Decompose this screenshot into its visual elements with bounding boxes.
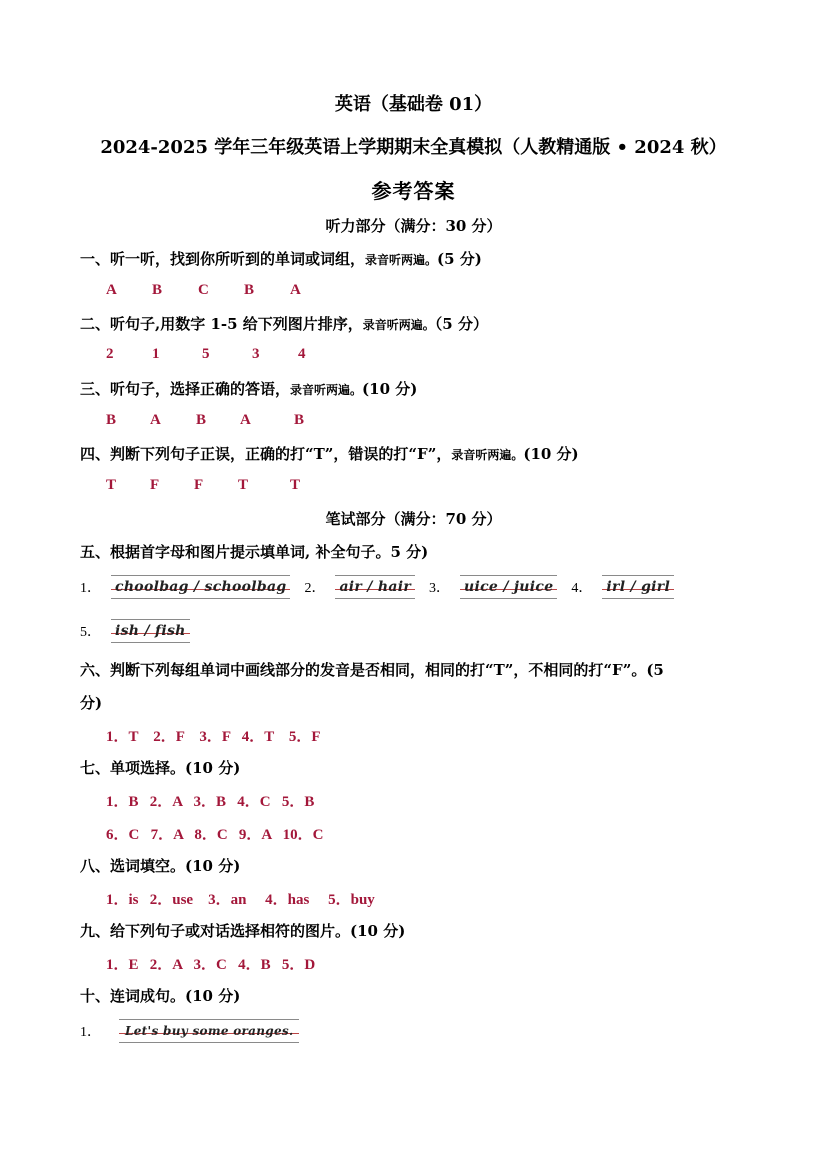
answer: B — [294, 412, 305, 428]
question-1-score: (5 分) — [437, 250, 482, 268]
question-6-title: 六、判断下列每组单词中画线部分的发音是否相同，相同的打“T”，不相同的打“F”。(5 — [80, 661, 664, 679]
handwritten-text: irl / girl — [606, 579, 671, 595]
answer: 5 — [202, 346, 210, 362]
handwritten-text: ish / fish — [115, 623, 186, 639]
answer: A — [106, 282, 117, 298]
question-4-score: (10 分) — [523, 445, 579, 463]
item-number: 4． — [571, 581, 593, 596]
question-8-title: 八、选词填空。(10 分) — [80, 857, 241, 875]
doc-subtitle: 2024-2025 学年三年级英语上学期期末全真模拟（人教精通版 • 2024 秋） — [100, 137, 727, 158]
question-5-title: 五、根据首字母和图片提示填单词, 补全句子。5 分) — [80, 543, 429, 561]
question-3-title — [80, 378, 417, 399]
handwritten-answer — [602, 573, 674, 601]
question-1-text: 一、听一听，找到你所听到的单词或词组， — [80, 250, 366, 268]
question-1-note: 录音听两遍。 — [365, 253, 438, 267]
question-2-score: （5 分） — [434, 315, 488, 333]
handwritten-answer — [119, 1017, 299, 1045]
listening-heading: 听力部分（满分：30 分） — [325, 217, 502, 235]
question-5-answers-row1 — [80, 573, 674, 601]
answer: 3 — [252, 346, 260, 362]
item-number: 1． — [80, 1025, 101, 1040]
answer-key-heading: 参考答案 — [371, 179, 456, 203]
answer: F — [150, 477, 160, 493]
answer: T — [106, 477, 117, 493]
answer: B — [196, 412, 207, 428]
handwritten-text: Let's buy some oranges. — [125, 1024, 294, 1038]
question-4-title — [80, 443, 579, 464]
handwritten-text: uice / juice — [464, 579, 554, 595]
question-10-title: 十、连词成句。(10 分) — [80, 987, 241, 1005]
question-9-answers: 1．E 2．A 3．C 4．B 5．D — [106, 957, 316, 973]
handwritten-text: choolbag / schoolbag — [115, 579, 287, 595]
answer: A — [150, 412, 161, 428]
answer: B — [106, 412, 117, 428]
question-7-title: 七、单项选择。(10 分) — [80, 759, 241, 777]
writing-heading: 笔试部分（满分：70 分） — [325, 510, 502, 528]
question-9-title: 九、给下列句子或对话选择相符的图片。(10 分) — [80, 922, 406, 940]
question-1-answers — [106, 282, 320, 299]
answer: T — [238, 477, 249, 493]
question-4-note: 录音听两遍。 — [451, 448, 524, 462]
question-3-note: 录音听两遍。 — [290, 383, 363, 397]
answer: 4 — [298, 346, 306, 362]
item-number: 2． — [304, 581, 326, 596]
handwritten-text: air / hair — [339, 579, 412, 595]
question-7-answers-row1: 1．B 2．A 3．B 4．C 5．B — [106, 794, 315, 810]
question-1-title — [80, 248, 482, 269]
question-4-answers — [106, 477, 320, 494]
question-6-answers: 1．T 2．F 3．F 4．T 5．F — [106, 729, 321, 745]
question-3-text: 三、听句子，选择正确的答语， — [80, 380, 291, 398]
question-2-text: 二、听句子,用数字 1-5 给下列图片排序， — [80, 315, 363, 333]
item-number: 3． — [429, 581, 451, 596]
question-3-score: (10 分) — [362, 380, 418, 398]
question-3-answers — [106, 412, 324, 429]
question-4-text: 四、判断下列句子正误，正确的打“T”，错误的打“F”， — [80, 445, 452, 463]
handwritten-answer — [460, 573, 557, 601]
question-2-answers — [106, 346, 328, 363]
answer: B — [152, 282, 163, 298]
question-6-title-cont: 分) — [80, 694, 103, 712]
question-7-answers-row2: 6．C 7．A 8．C 9．A 10．C — [106, 827, 324, 843]
handwritten-answer — [111, 617, 190, 645]
item-number: 5． — [80, 625, 101, 640]
handwritten-answer — [335, 573, 415, 601]
answer: 2 — [106, 346, 114, 362]
answer: 1 — [152, 346, 160, 362]
question-2-title — [80, 313, 488, 334]
answer: A — [290, 282, 301, 298]
question-2-note: 录音听两遍。 — [362, 318, 435, 332]
handwritten-answer — [111, 573, 290, 601]
question-5-answers-row2 — [80, 617, 190, 645]
item-number: 1． — [80, 581, 101, 596]
answer: B — [244, 282, 255, 298]
question-10-answers — [80, 1017, 299, 1045]
question-8-answers: 1．is 2．use 3．an 4．has 5．buy — [106, 892, 375, 908]
doc-title: 英语（基础卷 01） — [334, 94, 493, 115]
answer: C — [198, 282, 209, 298]
answer: T — [290, 477, 301, 493]
answer: A — [240, 412, 251, 428]
answer: F — [194, 477, 204, 493]
